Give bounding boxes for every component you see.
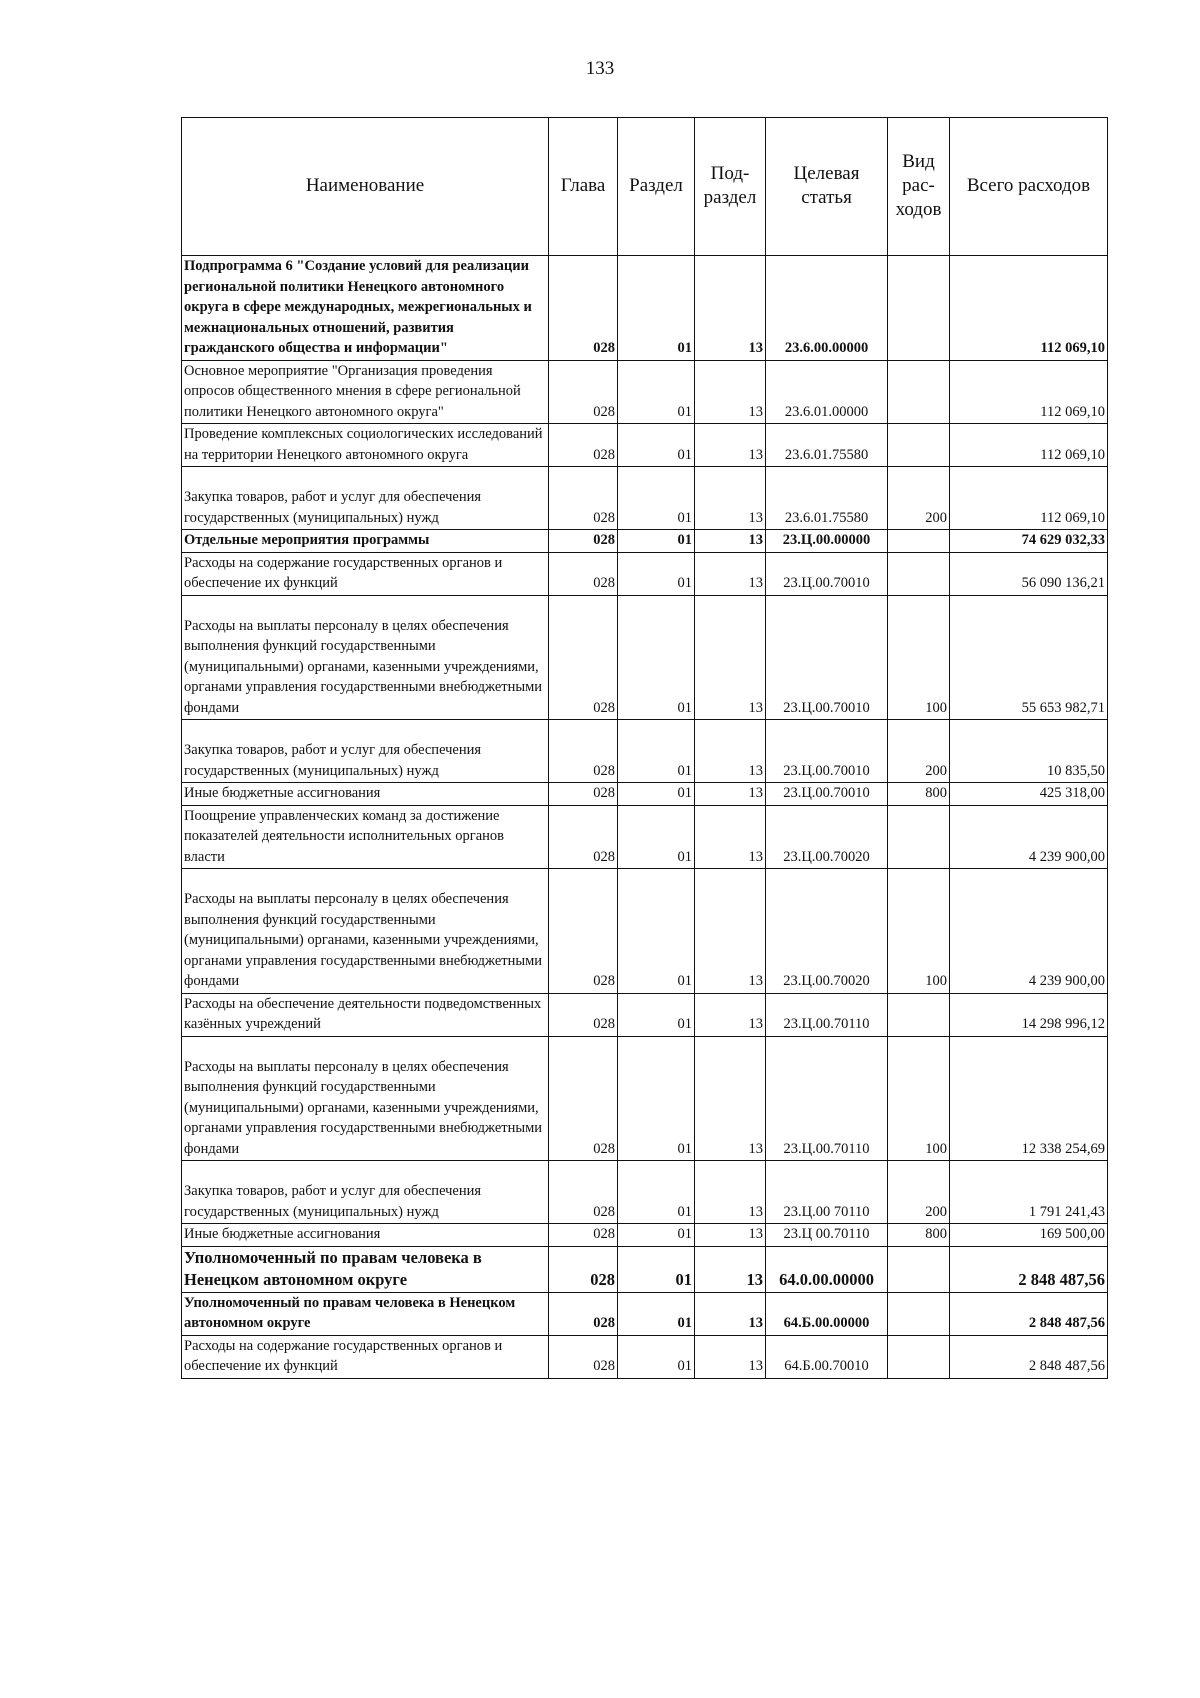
row-podrazdel: 13 — [695, 256, 766, 361]
row-vid: 100 — [888, 869, 950, 994]
row-name: Расходы на содержание государственных органов и обеспечение их функций — [182, 552, 549, 595]
row-podrazdel: 13 — [695, 1292, 766, 1335]
row-name: Расходы на обеспечение деятельности подведомственных казённых учреждений — [182, 993, 549, 1036]
row-glava: 028 — [549, 552, 618, 595]
row-podrazdel: 13 — [695, 783, 766, 806]
row-glava: 028 — [549, 467, 618, 530]
table-row — [182, 1224, 1108, 1247]
table-row — [182, 467, 1108, 530]
row-vid — [888, 1246, 950, 1292]
row-glava: 028 — [549, 720, 618, 783]
row-glava: 028 — [549, 1036, 618, 1161]
row-statya: 23.Ц.00.70010 — [766, 552, 888, 595]
row-podrazdel: 13 — [695, 1161, 766, 1224]
row-razdel: 01 — [618, 256, 695, 361]
row-podrazdel: 13 — [695, 552, 766, 595]
row-total: 12 338 254,69 — [950, 1036, 1108, 1161]
header-podrazdel — [695, 118, 766, 256]
table-row — [182, 1335, 1108, 1378]
row-total: 4 239 900,00 — [950, 869, 1108, 994]
row-vid: 100 — [888, 1036, 950, 1161]
header-glava: Глава — [549, 118, 618, 256]
row-statya: 64.Б.00.00000 — [766, 1292, 888, 1335]
row-razdel: 01 — [618, 1335, 695, 1378]
row-glava: 028 — [549, 869, 618, 994]
table-row — [182, 783, 1108, 806]
row-statya: 23.Ц.00 70110 — [766, 1161, 888, 1224]
row-vid — [888, 552, 950, 595]
table-row — [182, 869, 1108, 994]
table-row — [182, 256, 1108, 361]
row-podrazdel: 13 — [695, 720, 766, 783]
row-podrazdel: 13 — [695, 1246, 766, 1292]
table-row — [182, 1161, 1108, 1224]
row-total: 112 069,10 — [950, 256, 1108, 361]
row-total: 425 318,00 — [950, 783, 1108, 806]
row-name: Расходы на выплаты персоналу в целях обеспечения выполнения функций государственными (муниципальными) органами, казенными учреждениями, органами управления государственными внебюджетными фондами — [182, 1036, 549, 1161]
row-statya: 23.6.01.75580 — [766, 467, 888, 530]
header-statya — [766, 118, 888, 256]
row-vid — [888, 805, 950, 869]
row-razdel: 01 — [618, 783, 695, 806]
row-name: Закупка товаров, работ и услуг для обеспечения государственных (муниципальных) нужд — [182, 1161, 549, 1224]
header-statya-line1: Целевая — [793, 163, 860, 184]
row-statya: 23.Ц.00.70010 — [766, 595, 888, 720]
row-podrazdel: 13 — [695, 1335, 766, 1378]
row-razdel: 01 — [618, 869, 695, 994]
row-podrazdel: 13 — [695, 424, 766, 467]
row-name: Проведение комплексных социологических исследований на территории Ненецкого автономного округа — [182, 424, 549, 467]
row-glava: 028 — [549, 360, 618, 424]
header-vid — [888, 118, 950, 256]
header-total: Всего расходов — [950, 118, 1108, 256]
row-podrazdel: 13 — [695, 1224, 766, 1247]
row-total: 112 069,10 — [950, 467, 1108, 530]
header-podrazdel-line2: раздел — [703, 187, 757, 208]
budget-table — [181, 117, 1108, 1379]
row-vid — [888, 1335, 950, 1378]
row-name: Поощрение управленческих команд за достижение показателей деятельности исполнительных органов власти — [182, 805, 549, 869]
table-row — [182, 805, 1108, 869]
row-statya: 23.Ц.00.70010 — [766, 720, 888, 783]
row-glava: 028 — [549, 1246, 618, 1292]
row-razdel: 01 — [618, 1224, 695, 1247]
row-podrazdel: 13 — [695, 869, 766, 994]
row-glava: 028 — [549, 805, 618, 869]
row-razdel: 01 — [618, 993, 695, 1036]
row-statya: 64.0.00.00000 — [766, 1246, 888, 1292]
row-total: 2 848 487,56 — [950, 1335, 1108, 1378]
row-vid — [888, 1292, 950, 1335]
row-total: 4 239 900,00 — [950, 805, 1108, 869]
row-podrazdel: 13 — [695, 467, 766, 530]
row-razdel: 01 — [618, 552, 695, 595]
row-statya: 23.6.01.75580 — [766, 424, 888, 467]
row-vid: 200 — [888, 720, 950, 783]
table-row — [182, 552, 1108, 595]
row-statya: 23.Ц.00.70110 — [766, 993, 888, 1036]
header-vid-line3: ходов — [895, 199, 942, 220]
table-row — [182, 1246, 1108, 1292]
row-vid — [888, 993, 950, 1036]
row-statya: 23.6.00.00000 — [766, 256, 888, 361]
row-name: Основное мероприятие "Организация проведения опросов общественного мнения в сфере региональной политики Ненецкого автономного округа" — [182, 360, 549, 424]
row-razdel: 01 — [618, 1292, 695, 1335]
row-total: 1 791 241,43 — [950, 1161, 1108, 1224]
table-row — [182, 595, 1108, 720]
row-vid — [888, 360, 950, 424]
header-vid-line1: Вид — [902, 151, 935, 172]
row-razdel: 01 — [618, 1246, 695, 1292]
row-statya: 23.Ц.00.70010 — [766, 783, 888, 806]
row-name: Расходы на выплаты персоналу в целях обеспечения выполнения функций государственными (муниципальными) органами, казенными учреждениями, органами управления государственными внебюджетными фондами — [182, 869, 549, 994]
row-name: Уполномоченный по правам человека в Ненецком автономном округе — [182, 1292, 549, 1335]
row-total: 55 653 982,71 — [950, 595, 1108, 720]
table-row — [182, 720, 1108, 783]
row-glava: 028 — [549, 530, 618, 553]
row-glava: 028 — [549, 256, 618, 361]
table-row — [182, 360, 1108, 424]
row-statya: 23.Ц.00.70020 — [766, 805, 888, 869]
row-name: Уполномоченный по правам человека в Ненецком автономном округе — [182, 1246, 549, 1292]
header-statya-line2: статья — [801, 187, 852, 208]
row-vid: 800 — [888, 1224, 950, 1247]
page-number: 133 — [585, 58, 615, 79]
row-total: 14 298 996,12 — [950, 993, 1108, 1036]
row-razdel: 01 — [618, 1036, 695, 1161]
row-total: 56 090 136,21 — [950, 552, 1108, 595]
row-statya: 64.Б.00.70010 — [766, 1335, 888, 1378]
row-razdel: 01 — [618, 360, 695, 424]
row-total: 2 848 487,56 — [950, 1292, 1108, 1335]
row-total: 112 069,10 — [950, 424, 1108, 467]
row-razdel: 01 — [618, 595, 695, 720]
row-vid — [888, 530, 950, 553]
row-razdel: 01 — [618, 467, 695, 530]
row-glava: 028 — [549, 1292, 618, 1335]
row-statya: 23.Ц 00.70110 — [766, 1224, 888, 1247]
header-razdel: Раздел — [618, 118, 695, 256]
row-podrazdel: 13 — [695, 360, 766, 424]
row-statya: 23.Ц.00.70110 — [766, 1036, 888, 1161]
table-row — [182, 1036, 1108, 1161]
row-podrazdel: 13 — [695, 805, 766, 869]
row-vid: 800 — [888, 783, 950, 806]
row-podrazdel: 13 — [695, 595, 766, 720]
row-statya: 23.Ц.00.00000 — [766, 530, 888, 553]
row-name: Иные бюджетные ассигнования — [182, 783, 549, 806]
row-podrazdel: 13 — [695, 530, 766, 553]
row-name: Закупка товаров, работ и услуг для обеспечения государственных (муниципальных) нужд — [182, 467, 549, 530]
row-name: Отдельные мероприятия программы — [182, 530, 549, 553]
row-glava: 028 — [549, 1335, 618, 1378]
row-total: 10 835,50 — [950, 720, 1108, 783]
row-vid: 100 — [888, 595, 950, 720]
row-statya: 23.Ц.00.70020 — [766, 869, 888, 994]
row-statya: 23.6.01.00000 — [766, 360, 888, 424]
table-row — [182, 993, 1108, 1036]
row-podrazdel: 13 — [695, 993, 766, 1036]
row-total: 74 629 032,33 — [950, 530, 1108, 553]
row-razdel: 01 — [618, 805, 695, 869]
row-vid: 200 — [888, 467, 950, 530]
table-row — [182, 424, 1108, 467]
header-name: Наименование — [182, 118, 549, 256]
row-name: Расходы на содержание государственных органов и обеспечение их функций — [182, 1335, 549, 1378]
row-razdel: 01 — [618, 1161, 695, 1224]
row-total: 2 848 487,56 — [950, 1246, 1108, 1292]
row-name: Расходы на выплаты персоналу в целях обеспечения выполнения функций государственными (муниципальными) органами, казенными учреждениями, органами управления государственными внебюджетными фондами — [182, 595, 549, 720]
row-total: 112 069,10 — [950, 360, 1108, 424]
row-glava: 028 — [549, 783, 618, 806]
row-vid: 200 — [888, 1161, 950, 1224]
table-row — [182, 530, 1108, 553]
row-razdel: 01 — [618, 530, 695, 553]
row-total: 169 500,00 — [950, 1224, 1108, 1247]
header-vid-line2: рас- — [902, 175, 935, 196]
row-vid — [888, 256, 950, 361]
row-vid — [888, 424, 950, 467]
row-glava: 028 — [549, 595, 618, 720]
row-name: Иные бюджетные ассигнования — [182, 1224, 549, 1247]
row-glava: 028 — [549, 1224, 618, 1247]
header-row — [182, 118, 1108, 256]
row-razdel: 01 — [618, 424, 695, 467]
row-glava: 028 — [549, 993, 618, 1036]
row-name: Закупка товаров, работ и услуг для обеспечения государственных (муниципальных) нужд — [182, 720, 549, 783]
row-glava: 028 — [549, 1161, 618, 1224]
row-razdel: 01 — [618, 720, 695, 783]
row-glava: 028 — [549, 424, 618, 467]
table-row — [182, 1292, 1108, 1335]
row-name: Подпрограмма 6 "Создание условий для реализации региональной политики Ненецкого автономного округа в сфере международных, межрегиональных и межнациональных отношений, развития гражданского общества и информации" — [182, 256, 549, 361]
row-podrazdel: 13 — [695, 1036, 766, 1161]
header-podrazdel-line1: Под- — [710, 163, 750, 184]
